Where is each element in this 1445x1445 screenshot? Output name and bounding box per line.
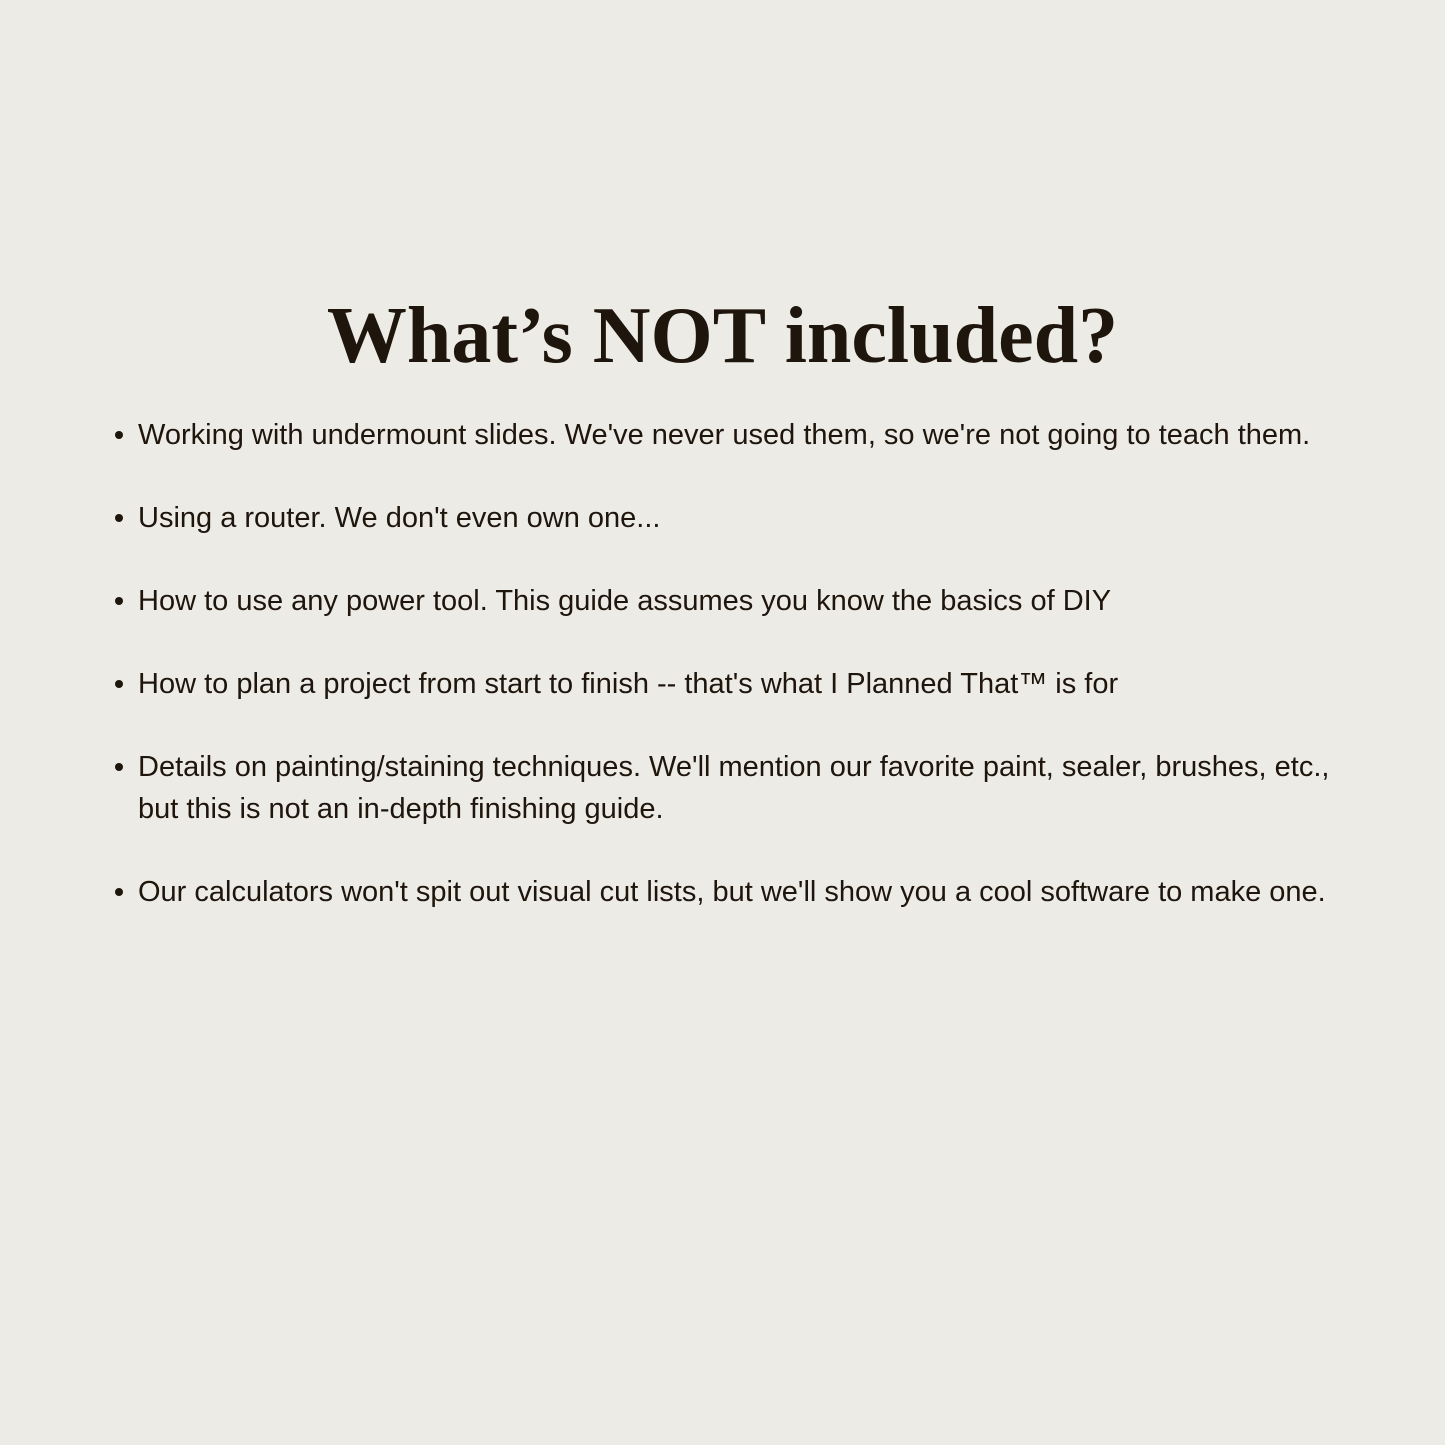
list-item	[138, 663, 1338, 705]
list-item-text: How to use any power tool. This guide assumes you know the basics of DIY	[138, 585, 1112, 617]
list-item-text: How to plan a project from start to finish -- that's what I Planned That™ is for	[138, 668, 1119, 700]
bullet-icon	[115, 888, 123, 896]
list-item-text: Our calculators won't spit out visual cut lists, but we'll show you a cool software to make one.	[138, 876, 1326, 908]
list-item-text: Using a router. We don't even own one...	[138, 502, 661, 534]
list-item	[138, 871, 1338, 913]
bullet-icon	[115, 763, 123, 771]
list-item	[138, 497, 1338, 539]
list-item-text: Details on painting/staining techniques. We'll mention our favorite paint, sealer, brushes, etc., but this is not an in-depth finishing guide.	[138, 751, 1330, 825]
page-title: What’s NOT included?	[326, 292, 1119, 380]
list-item	[138, 580, 1338, 622]
bullet-icon	[115, 680, 123, 688]
bullet-icon	[115, 597, 123, 605]
list-item-text: Working with undermount slides. We've never used them, so we're not going to teach them.	[138, 419, 1311, 451]
bullet-icon	[115, 431, 123, 439]
not-included-list	[138, 414, 1338, 954]
list-item	[138, 414, 1338, 456]
list-item	[138, 746, 1338, 830]
bullet-icon	[115, 514, 123, 522]
